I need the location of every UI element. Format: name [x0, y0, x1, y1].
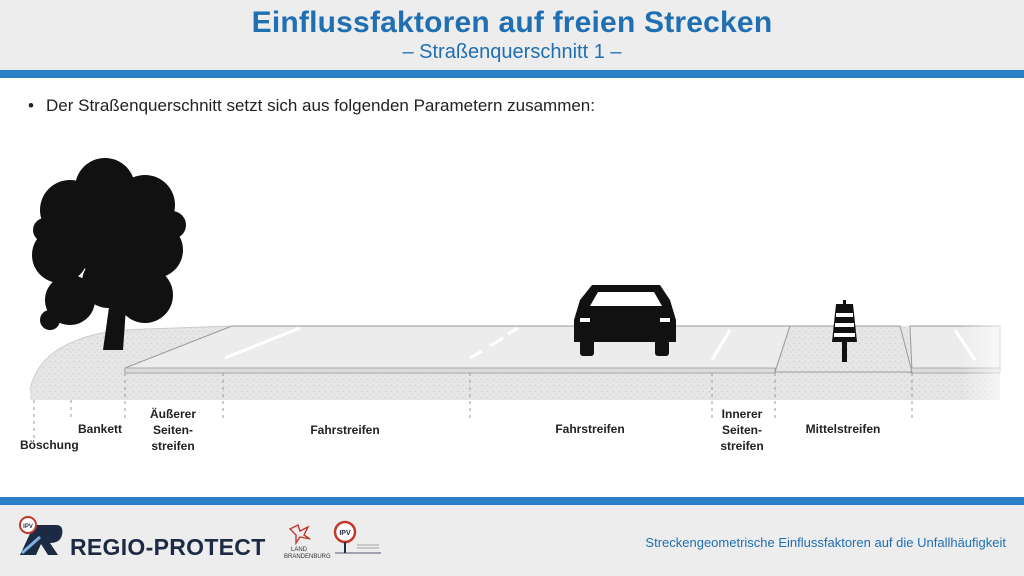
bullet-item [28, 96, 595, 116]
footer-caption: Streckengeometrische Einflussfaktoren auf die Unfallhäufigkeit [645, 535, 1006, 550]
cross-section-diagram [0, 150, 1024, 490]
svg-text:IPV: IPV [23, 524, 33, 530]
page-title: Einflussfaktoren auf freien Strecken [251, 6, 773, 39]
brand-name: REGIO-PROTECT [70, 534, 266, 560]
bullet-text: Der Straßenquerschnitt setzt sich aus folgenden Parametern zusammen: [46, 96, 595, 115]
header [0, 0, 1024, 70]
footer-divider [0, 497, 1024, 505]
header-divider [0, 70, 1024, 78]
tree-icon [32, 158, 186, 350]
label-innerer-seitenstreifen: Innerer Seiten- streifen [720, 407, 764, 453]
label-mittelstreifen: Mittelstreifen [805, 422, 881, 436]
label-fahrstreifen-1: Fahrstreifen [310, 423, 380, 437]
label-boeschung: Böschung [20, 438, 79, 452]
road-surface-left [125, 326, 790, 372]
land-brandenburg-text: LAND BRANDENBURG [284, 547, 331, 560]
brandenburg-eagle-icon [288, 521, 312, 545]
label-fahrstreifen-2: Fahrstreifen [555, 422, 625, 436]
label-aeusserer-seitenstreifen: Äußerer Seiten- streifen [149, 407, 196, 453]
label-bankett: Bankett [77, 422, 122, 436]
ipv-logo-icon [333, 519, 383, 557]
bullet-marker: • [28, 96, 34, 115]
regio-protect-logo-icon [16, 515, 66, 559]
svg-text:IPV: IPV [339, 530, 351, 537]
page-subtitle: – Straßenquerschnitt 1 – [402, 41, 622, 63]
